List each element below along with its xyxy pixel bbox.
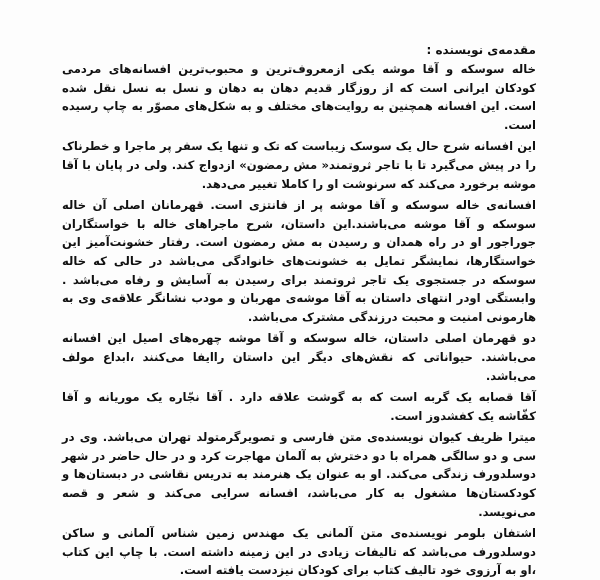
paragraph-author-persian: میترا ظریف کیوان نویسنده‌ی متن فارسی و تصویرگرمتولد تهران می‌باشد. وی در سی و دو سالگی همراه با دو دخترش به آلمان مهاجرت کرد و در حال حاضر در شهر دوسلدورف زندگی می‌کند. او به عنوان یک هنرمند به تدریس نقاشی در دبستان‌ها و کودکستان‌ها مشغول به کار می‌باشد، افسانه سرایی می‌کند و شعر و قصه می‌نویسد.	[62, 430, 536, 519]
paragraph-author-german: اشتفان بلومر نویسنده‌ی متن آلمانی یک مهندس زمین شناس آلمانی و ساکن دوسلدورف می‌باشد که تالیفات زیادی در این زمینه داشته است. با چاپ این کتاب ،او به آرزوی خود تالیف کتاب برای کودکان نیزدست یافته است.	[62, 526, 536, 578]
paragraph-story-summary: این افسانه شرح حال یک سوسک زیباست که تک و تنها یک سفر پر ماجرا و خطرناک را در پیش می‌گیرد تا با تاجر ثروتمند« مش رمضون» ازدواج کند. ولی در پایان با آقا موشه برخورد می‌کند که سرنوشت او را کاملا تغییر می‌دهد.	[62, 139, 536, 191]
paragraph-heroes: دو قهرمان اصلی داستان، خاله سوسکه و آقا موشه چهره‌های اصیل این افسانه می‌باشند. حیواناتی که نقش‌های دیگر این داستان راایفا می‌کنند ،ابداع مولف می‌باشد.	[62, 331, 536, 383]
paragraph-characters: افسانه‌ی خاله سوسکه و آقا موشه پر از فانتزی است. قهرمانان اصلی آن خاله سوسکه و آقا موشه می‌باشند.این داستان، شرح ماجراهای خاله با خواستگاران جوراجور او در راه همدان و رسیدن به مش رمضون است. رفتار خشونت‌آمیز این خواستگارها، نمایشگر تمایل به خشونت‌های خانوادگی می‌باشد در حالی که خاله سوسکه در جستجوی یک تاجر ثروتمند برای رسیدن به آسایش و رفاه می‌باشد . وابستگی اودر انتهای داستان به آقا موشه‌ی مهربان و مودب نشانگر علاقه‌ی وی به هارمونی امنیت و محبت درزندگی مشترک می‌باشد.	[62, 198, 536, 324]
paragraph-animals: آقا قصابه یک گربه است که به گوشت علاقه دارد . آقا نجّاره یک موریانه و آقا کفّاشه یک کفشدوز است.	[62, 390, 536, 423]
paragraph-intro: خاله سوسکه و آقا موشه یکی ازمعروف‌ترین و محبوب‌ترین افسانه‌های مردمی کودکان ایرانی است که از روزگار قدیم دهان به دهان و نسل به نسل نقل شده است. این افسانه همچنین به روایت‌های مختلف و به شکل‌های مصوّر به چاپ رسیده است.	[62, 62, 536, 132]
section-heading: مقدمه‌ی نویسنده :	[426, 43, 536, 57]
